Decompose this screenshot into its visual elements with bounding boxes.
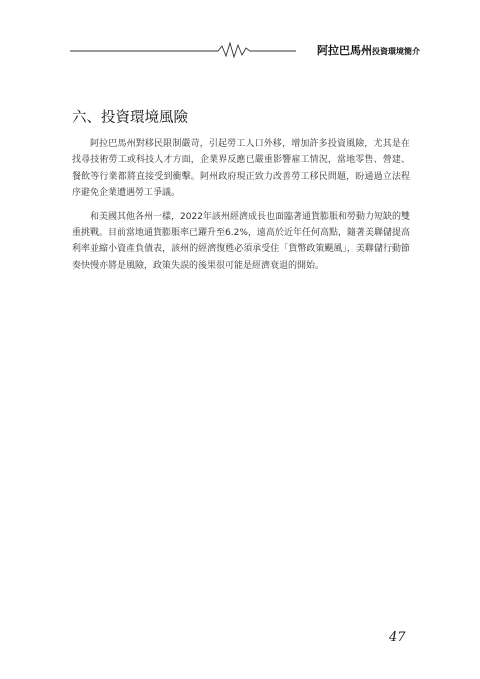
body-text <box>72 136 410 281</box>
paragraph: 阿拉巴馬州對移民限制嚴苛，引起勞工人口外移，增加許多投資風險，尤其是在找尋技術勞工或科技人才方面，企業界反應已嚴重影響雇工情況，當地零售、營建、餐飲等行業都將直接受到衝擊。阿州政府現正致力改善勞工移民問題，盼通過立法程序避免企業遭遇勞工爭議。 <box>72 139 410 199</box>
header-title-main: 阿拉巴馬州 <box>317 44 372 57</box>
page-number: 47 <box>389 630 406 645</box>
running-header <box>70 40 420 60</box>
header-title-sub: 投資環境簡介 <box>372 47 420 56</box>
paragraph: 和美國其他各州一樣，2022年該州經濟成長也面臨著通貨膨脹和勞動力短缺的雙重挑戰。目前當地通貨膨脹率已躍升至6.2%，遠高於近年任何高點，隨著美聯儲提高利率並縮小資產負債表，該州的經濟復甦必須承受住「貨幣政策颶風」，美聯儲行動節奏快慢亦將是風險，政策失誤的後果很可能是經濟衰退的開始。 <box>72 211 410 271</box>
section-heading: 六、投資環境風險 <box>72 110 188 126</box>
header-title <box>313 42 420 58</box>
